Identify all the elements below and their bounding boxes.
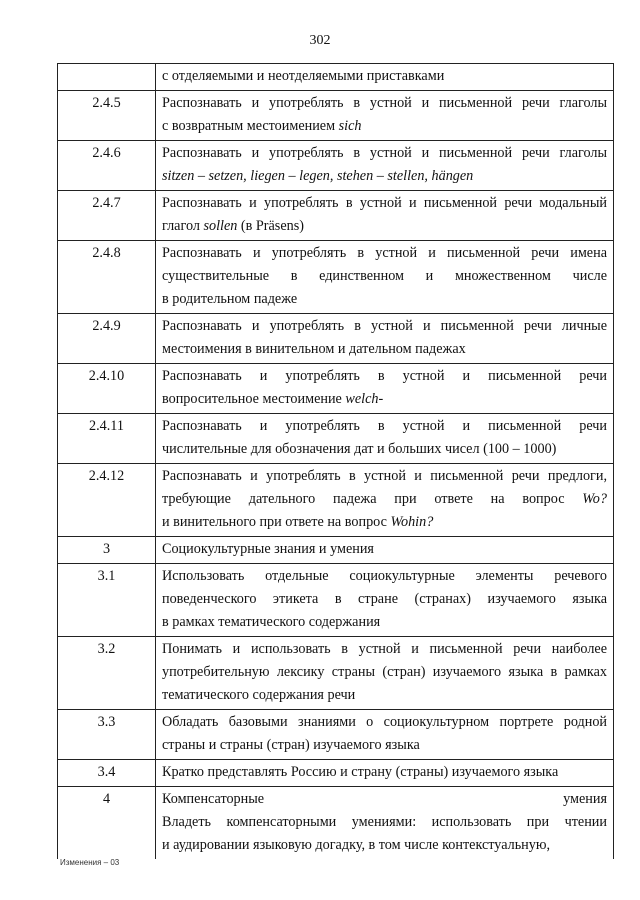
table-row	[58, 787, 614, 860]
item-number: 3.2	[58, 637, 156, 710]
description-line: в родительном падеже	[162, 291, 298, 307]
item-description	[156, 364, 614, 414]
description-line: Компенсаторные умения	[162, 791, 607, 807]
description-line: Распознавать и употреблять в устной и письменной речи предлоги,	[162, 468, 607, 484]
table-row	[58, 564, 614, 637]
description-line: в рамках тематического содержания	[162, 614, 381, 630]
requirements-table	[57, 63, 613, 859]
table-row	[58, 414, 614, 464]
item-number: 3	[58, 537, 156, 564]
item-description	[156, 314, 614, 364]
item-number: 3.3	[58, 710, 156, 760]
item-description	[156, 760, 614, 787]
description-line: с возвратным местоимением sich	[162, 118, 362, 134]
description-line: Понимать и использовать в устной и письменной речи наиболее	[162, 641, 607, 657]
description-line: Владеть компенсаторными умениями: использовать при чтении	[162, 814, 607, 830]
description-line: с отделяемыми и неотделяемыми приставками	[162, 68, 445, 84]
description-line: Распознавать и употреблять в устной и письменной речи имена	[162, 245, 607, 261]
table-row	[58, 760, 614, 787]
description-line: существительные в единственном и множественном числе	[162, 268, 607, 284]
item-description	[156, 414, 614, 464]
item-description	[156, 191, 614, 241]
item-number: 2.4.12	[58, 464, 156, 537]
item-number: 2.4.7	[58, 191, 156, 241]
description-line: Социокультурные знания и умения	[162, 541, 374, 557]
description-line: Распознавать и употреблять в устной и письменной речи	[162, 368, 607, 384]
item-description	[156, 464, 614, 537]
item-number: 2.4.5	[58, 91, 156, 141]
table-row	[58, 637, 614, 710]
table-row	[58, 191, 614, 241]
item-number: 3.1	[58, 564, 156, 637]
table-row	[58, 364, 614, 414]
table-row	[58, 314, 614, 364]
page-number: 302	[309, 33, 331, 48]
description-line: Распознавать и употреблять в устной и письменной речи личные	[162, 318, 607, 334]
item-description	[156, 141, 614, 191]
item-description	[156, 564, 614, 637]
description-line: требующие дательного падежа при ответе на вопрос Wo?	[162, 491, 607, 507]
table-row	[58, 537, 614, 564]
table-row	[58, 141, 614, 191]
item-number: 2.4.6	[58, 141, 156, 191]
item-description	[156, 64, 614, 91]
item-description	[156, 241, 614, 314]
description-line: Обладать базовыми знаниями о социокультурном портрете родной	[162, 714, 607, 730]
description-line: местоимения в винительном и дательном падежах	[162, 341, 466, 357]
item-number	[58, 64, 156, 91]
table-row	[58, 64, 614, 91]
description-line: Распознавать и употреблять в устной и письменной речи модальный	[162, 195, 607, 211]
item-number: 3.4	[58, 760, 156, 787]
item-number: 2.4.8	[58, 241, 156, 314]
item-number: 2.4.9	[58, 314, 156, 364]
item-number: 4	[58, 787, 156, 860]
item-description	[156, 787, 614, 860]
description-line: страны и страны (стран) изучаемого языка	[162, 737, 420, 753]
description-line: употребительную лексику страны (стран) изучаемого языка в рамках	[162, 664, 607, 680]
description-line: sitzen – setzen, liegen – legen, stehen – stellen, hängen	[162, 168, 474, 184]
description-line: поведенческого этикета в стране (странах) изучаемого языка	[162, 591, 607, 607]
description-line: Распознавать и употреблять в устной и письменной речи	[162, 418, 607, 434]
item-number: 2.4.11	[58, 414, 156, 464]
description-line: числительные для обозначения дат и больших чисел (100 – 1000)	[162, 441, 557, 457]
description-line: и аудировании языковую догадку, в том числе контекстуальную,	[162, 837, 551, 853]
description-line: вопросительное местоимение welch-	[162, 391, 384, 407]
description-line: Распознавать и употреблять в устной и письменной речи глаголы	[162, 95, 607, 111]
item-description	[156, 637, 614, 710]
table-row	[58, 241, 614, 314]
item-description	[156, 537, 614, 564]
description-line: глагол sollen (в Präsens)	[162, 218, 304, 234]
description-line: Распознавать и употреблять в устной и письменной речи глаголы	[162, 145, 607, 161]
item-description	[156, 710, 614, 760]
description-line: тематического содержания речи	[162, 687, 356, 703]
description-line: и винительного при ответе на вопрос Wohin?	[162, 514, 434, 530]
revision-footer: Изменения – 03	[60, 858, 120, 867]
description-line: Кратко представлять Россию и страну (страны) изучаемого языка	[162, 764, 559, 780]
item-description	[156, 91, 614, 141]
table-row	[58, 710, 614, 760]
table-body	[58, 64, 614, 860]
table-row	[58, 464, 614, 537]
item-number: 2.4.10	[58, 364, 156, 414]
description-line: Использовать отдельные социокультурные элементы речевого	[162, 568, 607, 584]
table-row	[58, 91, 614, 141]
